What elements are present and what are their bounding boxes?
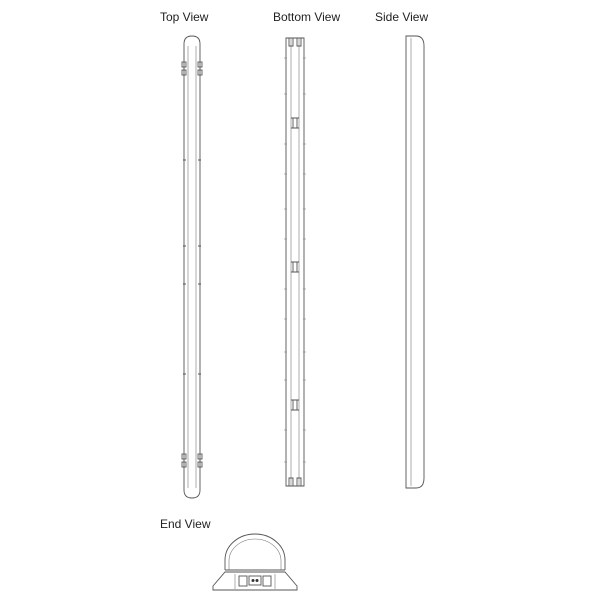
end-view-drawing (205, 534, 305, 596)
top-view-drawing (176, 34, 208, 500)
top-view-label: Top View (160, 10, 209, 24)
bottom-view-ticks (284, 58, 306, 462)
bottom-view-mounting-brackets (291, 118, 299, 410)
bottom-view-drawing (280, 34, 310, 490)
top-view-outline (184, 36, 200, 498)
top-view-clips (182, 62, 202, 467)
end-view-outline (213, 534, 297, 590)
side-view-drawing (402, 34, 428, 490)
end-view-connector (249, 576, 261, 585)
side-view-label: Side View (375, 10, 429, 24)
bottom-view-label: Bottom View (273, 10, 341, 24)
end-view-label: End View (160, 517, 211, 531)
side-view-outline (406, 36, 424, 488)
